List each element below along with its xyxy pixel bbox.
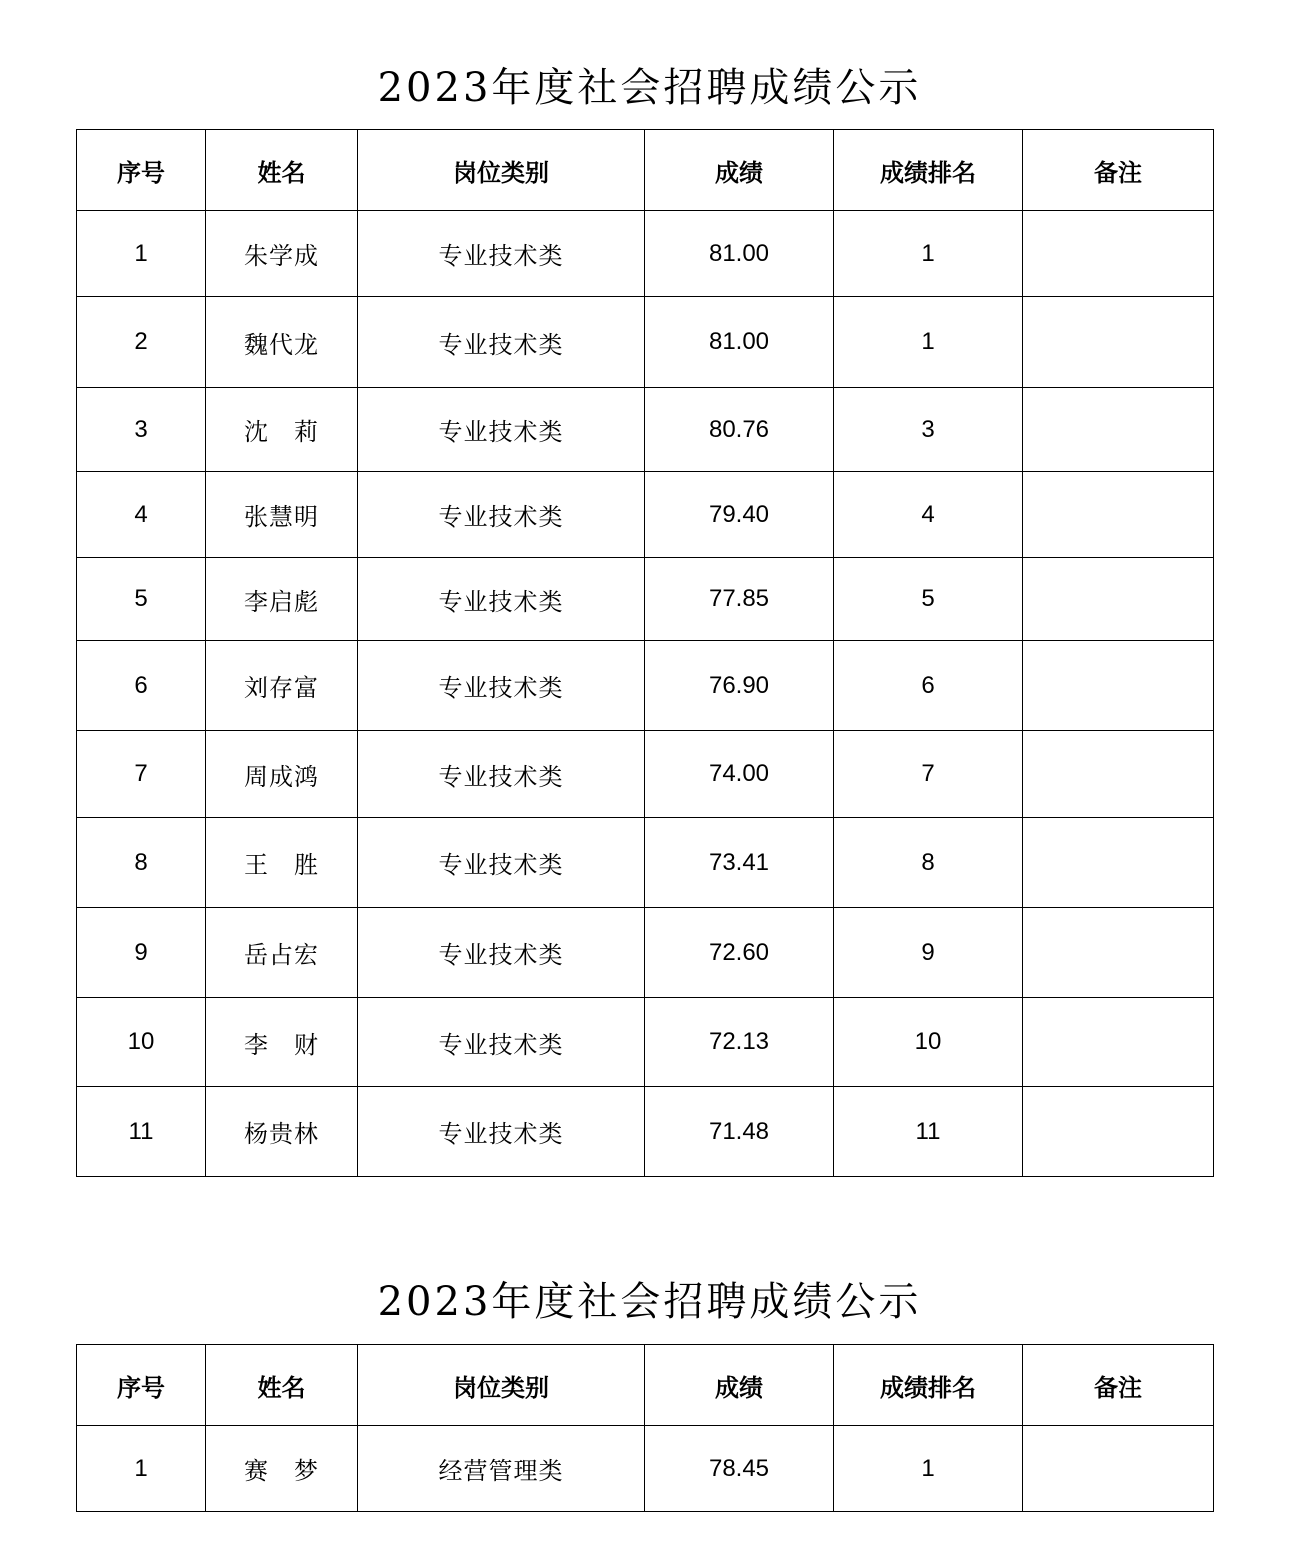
cell-note bbox=[1023, 1426, 1214, 1512]
header-rank: 成绩排名 bbox=[834, 1345, 1023, 1426]
table-row bbox=[77, 297, 1214, 388]
table-row bbox=[77, 1087, 1214, 1177]
cell-rank: 7 bbox=[834, 731, 1023, 818]
cell-score: 77.85 bbox=[645, 558, 834, 641]
table-header-row bbox=[77, 1345, 1214, 1426]
cell-no: 1 bbox=[77, 1426, 206, 1512]
cell-category: 专业技术类 bbox=[358, 388, 645, 472]
cell-note bbox=[1023, 472, 1214, 558]
table-row bbox=[77, 731, 1214, 818]
table-header-row bbox=[77, 130, 1214, 211]
cell-category: 专业技术类 bbox=[358, 908, 645, 998]
cell-no: 4 bbox=[77, 472, 206, 558]
cell-category: 专业技术类 bbox=[358, 558, 645, 641]
table-row bbox=[77, 1426, 1214, 1512]
cell-note bbox=[1023, 818, 1214, 908]
cell-name: 刘存富 bbox=[206, 641, 358, 731]
cell-name: 赛 梦 bbox=[206, 1426, 358, 1512]
cell-no: 5 bbox=[77, 558, 206, 641]
cell-no: 8 bbox=[77, 818, 206, 908]
cell-score: 80.76 bbox=[645, 388, 834, 472]
cell-category: 专业技术类 bbox=[358, 731, 645, 818]
cell-name: 岳占宏 bbox=[206, 908, 358, 998]
page-title-1: 2023年度社会招聘成绩公示 bbox=[377, 65, 922, 111]
cell-name: 李 财 bbox=[206, 998, 358, 1087]
cell-category: 专业技术类 bbox=[358, 297, 645, 388]
cell-no: 10 bbox=[77, 998, 206, 1087]
header-name: 姓名 bbox=[206, 130, 358, 211]
header-note: 备注 bbox=[1023, 130, 1214, 211]
header-no: 序号 bbox=[77, 1345, 206, 1426]
cell-name: 朱学成 bbox=[206, 211, 358, 297]
cell-note bbox=[1023, 998, 1214, 1087]
cell-category: 专业技术类 bbox=[358, 1087, 645, 1177]
cell-no: 7 bbox=[77, 731, 206, 818]
cell-score: 81.00 bbox=[645, 297, 834, 388]
cell-note bbox=[1023, 1087, 1214, 1177]
table-row bbox=[77, 908, 1214, 998]
cell-note bbox=[1023, 211, 1214, 297]
cell-no: 2 bbox=[77, 297, 206, 388]
cell-category: 专业技术类 bbox=[358, 641, 645, 731]
cell-rank: 9 bbox=[834, 908, 1023, 998]
cell-note bbox=[1023, 558, 1214, 641]
cell-name: 周成鸿 bbox=[206, 731, 358, 818]
cell-name: 王 胜 bbox=[206, 818, 358, 908]
cell-note bbox=[1023, 388, 1214, 472]
cell-no: 3 bbox=[77, 388, 206, 472]
page-title-2: 2023年度社会招聘成绩公示 bbox=[377, 1279, 922, 1325]
cell-no: 1 bbox=[77, 211, 206, 297]
cell-score: 72.60 bbox=[645, 908, 834, 998]
table-row bbox=[77, 558, 1214, 641]
header-note: 备注 bbox=[1023, 1345, 1214, 1426]
table-row bbox=[77, 818, 1214, 908]
cell-no: 9 bbox=[77, 908, 206, 998]
cell-note bbox=[1023, 731, 1214, 818]
cell-score: 76.90 bbox=[645, 641, 834, 731]
header-rank: 成绩排名 bbox=[834, 130, 1023, 211]
score-table-2 bbox=[76, 1344, 1214, 1512]
cell-score: 71.48 bbox=[645, 1087, 834, 1177]
cell-rank: 6 bbox=[834, 641, 1023, 731]
cell-no: 6 bbox=[77, 641, 206, 731]
table-row bbox=[77, 641, 1214, 731]
cell-name: 魏代龙 bbox=[206, 297, 358, 388]
cell-no: 11 bbox=[77, 1087, 206, 1177]
cell-score: 73.41 bbox=[645, 818, 834, 908]
header-name: 姓名 bbox=[206, 1345, 358, 1426]
cell-note bbox=[1023, 297, 1214, 388]
header-no: 序号 bbox=[77, 130, 206, 211]
cell-note bbox=[1023, 641, 1214, 731]
table-row bbox=[77, 998, 1214, 1087]
header-category: 岗位类别 bbox=[358, 1345, 645, 1426]
cell-name: 张慧明 bbox=[206, 472, 358, 558]
cell-score: 78.45 bbox=[645, 1426, 834, 1512]
cell-name: 沈 莉 bbox=[206, 388, 358, 472]
score-table-1 bbox=[76, 129, 1214, 1177]
cell-rank: 1 bbox=[834, 211, 1023, 297]
header-category: 岗位类别 bbox=[358, 130, 645, 211]
table-row bbox=[77, 388, 1214, 472]
cell-category: 专业技术类 bbox=[358, 472, 645, 558]
cell-name: 李启彪 bbox=[206, 558, 358, 641]
cell-category: 专业技术类 bbox=[358, 998, 645, 1087]
cell-score: 81.00 bbox=[645, 211, 834, 297]
cell-rank: 11 bbox=[834, 1087, 1023, 1177]
cell-rank: 8 bbox=[834, 818, 1023, 908]
cell-rank: 5 bbox=[834, 558, 1023, 641]
cell-rank: 1 bbox=[834, 1426, 1023, 1512]
table-row bbox=[77, 472, 1214, 558]
cell-score: 74.00 bbox=[645, 731, 834, 818]
cell-score: 79.40 bbox=[645, 472, 834, 558]
header-score: 成绩 bbox=[645, 1345, 834, 1426]
cell-note bbox=[1023, 908, 1214, 998]
cell-category: 专业技术类 bbox=[358, 818, 645, 908]
cell-rank: 1 bbox=[834, 297, 1023, 388]
header-score: 成绩 bbox=[645, 130, 834, 211]
cell-category: 专业技术类 bbox=[358, 211, 645, 297]
cell-rank: 4 bbox=[834, 472, 1023, 558]
table-row bbox=[77, 211, 1214, 297]
cell-rank: 10 bbox=[834, 998, 1023, 1087]
cell-category: 经营管理类 bbox=[358, 1426, 645, 1512]
cell-rank: 3 bbox=[834, 388, 1023, 472]
cell-score: 72.13 bbox=[645, 998, 834, 1087]
cell-name: 杨贵林 bbox=[206, 1087, 358, 1177]
